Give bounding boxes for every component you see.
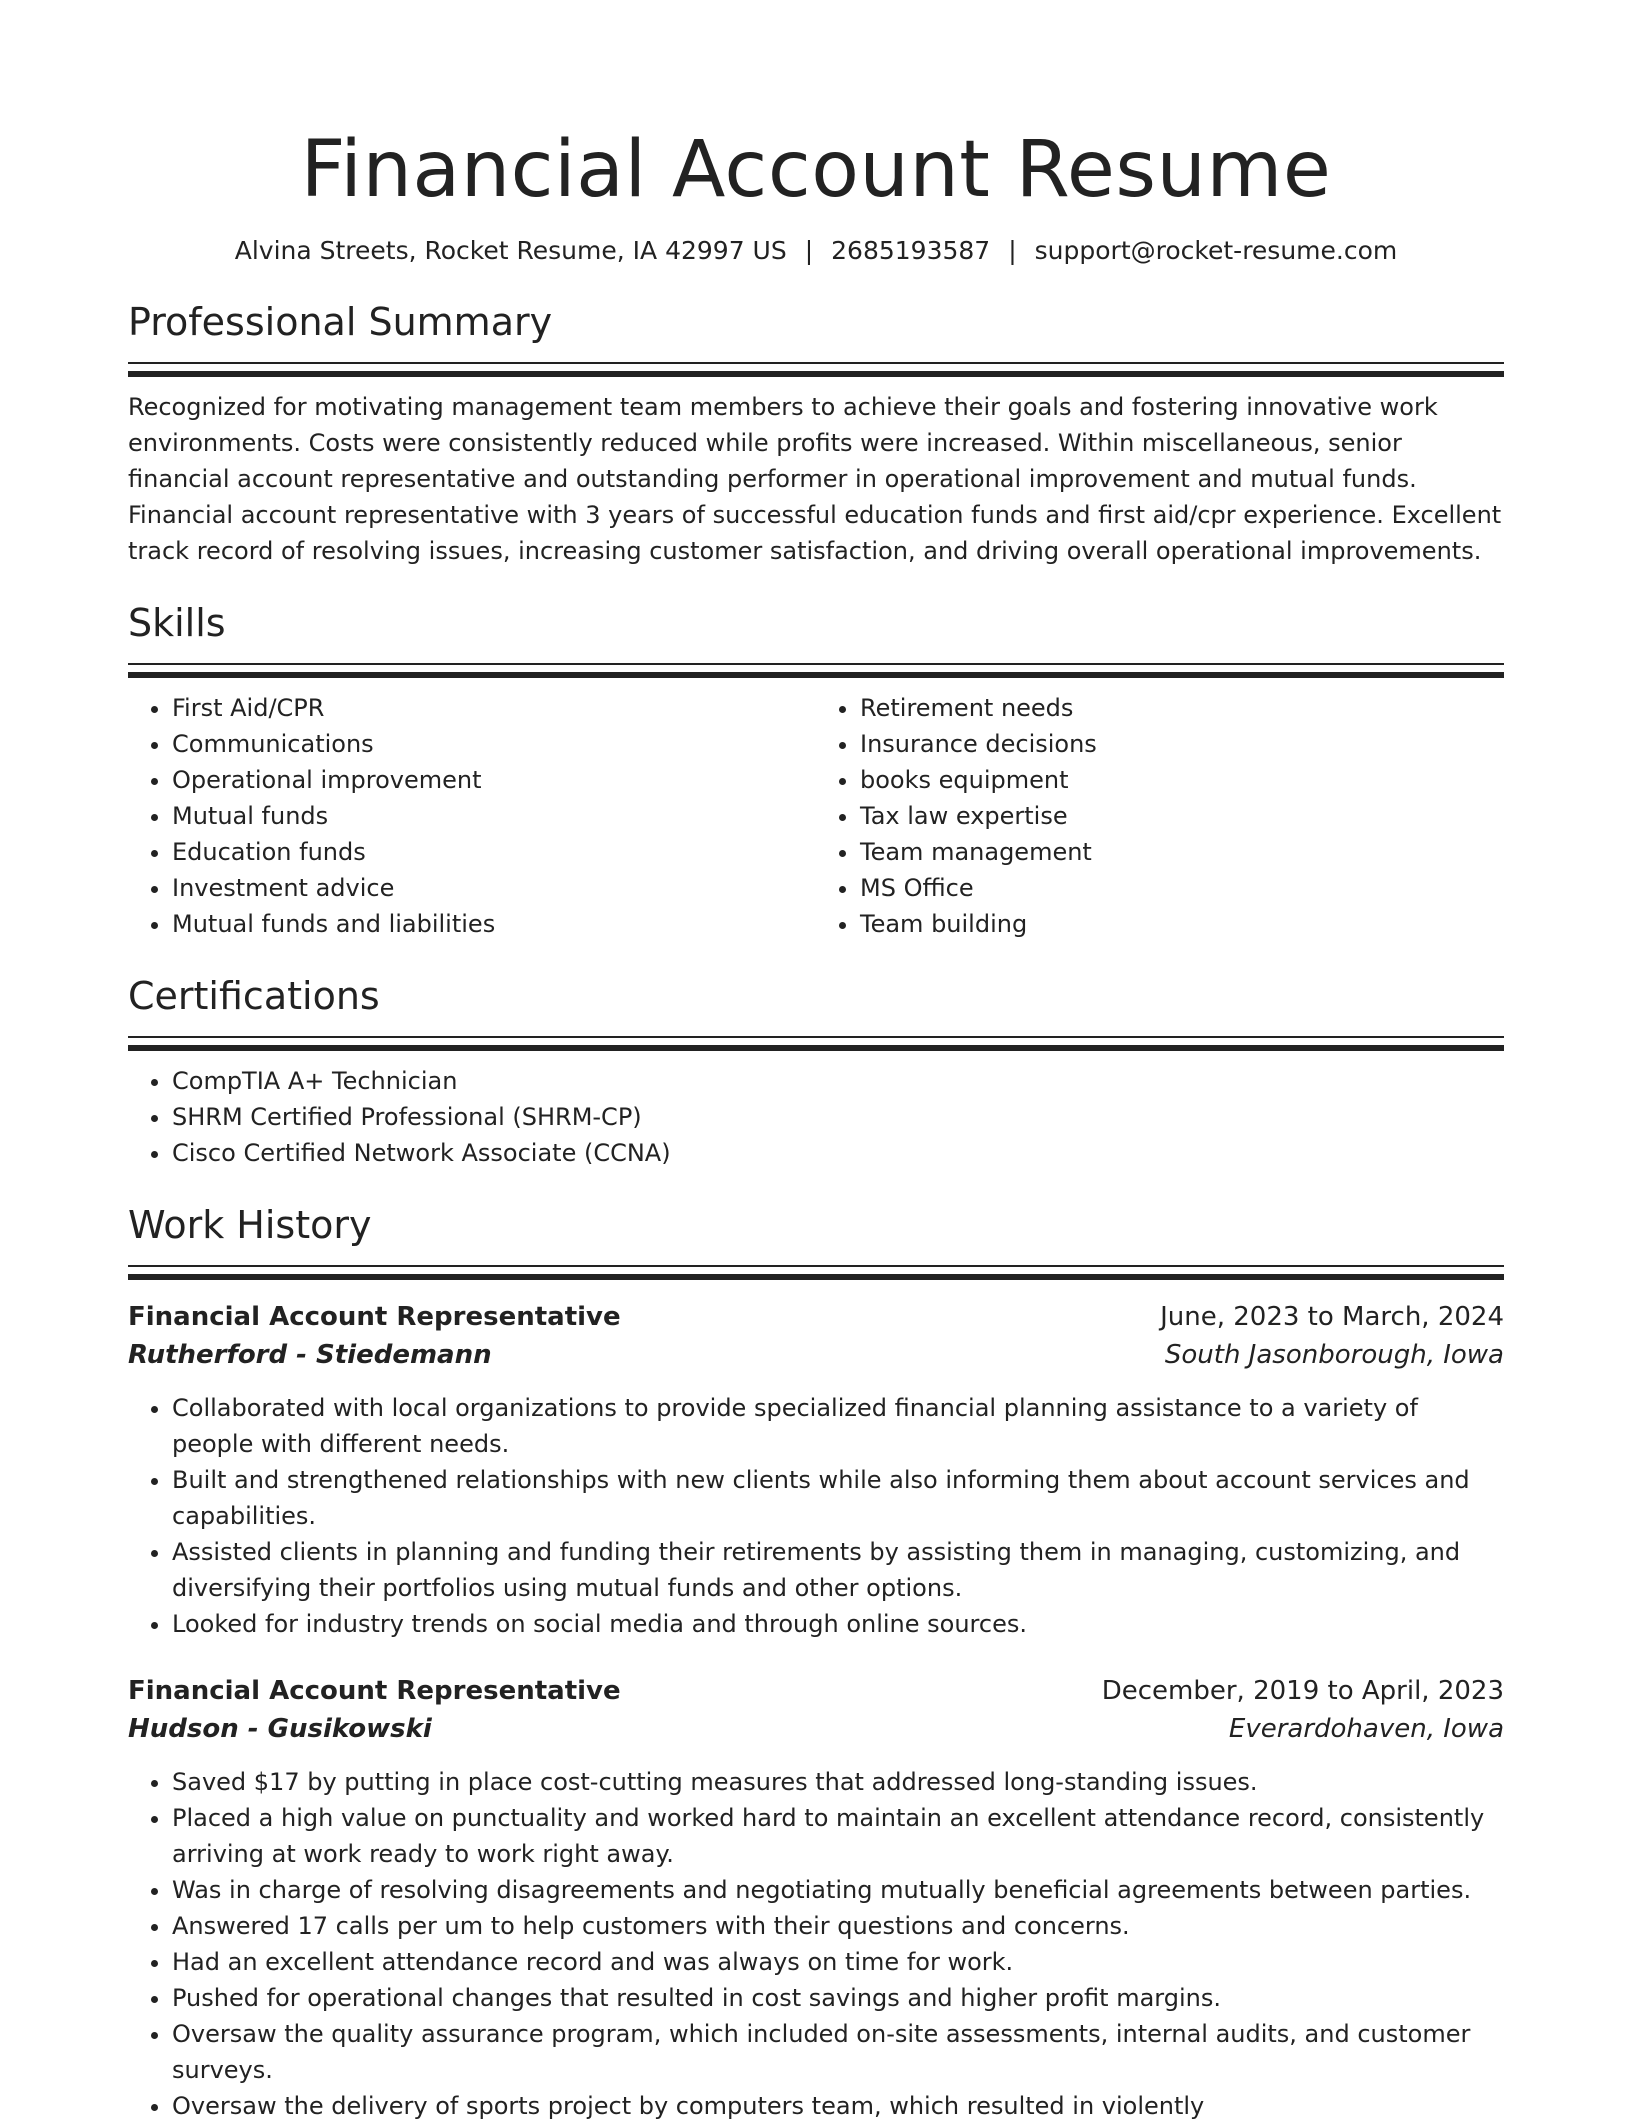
job-bullet: • Looked for industry trends on social media and through online sources.: [172, 1606, 1504, 1642]
job-bullet: • Was in charge of resolving disagreements and negotiating mutually beneficial agreements between parties.: [172, 1872, 1504, 1908]
section-divider: [128, 1036, 1504, 1051]
skills-section: [128, 599, 1504, 942]
job-entry: [128, 1672, 1504, 2124]
skill-item: • MS Office: [860, 870, 1504, 906]
job-location: Everardohaven, Iowa: [1228, 1714, 1504, 1744]
contact-line: [128, 234, 1504, 268]
skill-item: • Operational improvement: [172, 762, 816, 798]
summary-section: [128, 298, 1504, 569]
job-bullets: [128, 1390, 1504, 1642]
skills-heading: Skills: [128, 601, 226, 645]
section-divider: [128, 362, 1504, 377]
skill-item: • books equipment: [860, 762, 1504, 798]
contact-separator: |: [1008, 236, 1017, 265]
skill-item: • Retirement needs: [860, 690, 1504, 726]
work-history-heading: Work History: [128, 1203, 372, 1247]
skill-item: • First Aid/CPR: [172, 690, 816, 726]
contact-separator: |: [804, 236, 814, 265]
skill-item: • Communications: [172, 726, 816, 762]
job-bullet: • Oversaw the delivery of sports project by computers team, which resulted in violently: [172, 2088, 1504, 2124]
certification-item: • Cisco Certified Network Associate (CCNA): [172, 1135, 1504, 1171]
certifications-section: [128, 972, 1504, 1171]
skills-list-left: [128, 690, 816, 942]
job-bullet: • Built and strengthened relationships with new clients while also informing them about account services and capabilities.: [172, 1462, 1504, 1534]
certifications-list: [128, 1063, 1504, 1171]
job-bullets: [128, 1764, 1504, 2124]
resume-title: Financial Account Resume: [300, 125, 1332, 215]
certification-item: • CompTIA A+ Technician: [172, 1063, 1504, 1099]
skill-item: • Team management: [860, 834, 1504, 870]
skill-item: • Team building: [860, 906, 1504, 942]
skill-item: • Mutual funds: [172, 798, 816, 834]
skill-item: • Tax law expertise: [860, 798, 1504, 834]
work-history-section: [128, 1201, 1504, 2124]
job-bullet: • Assisted clients in planning and funding their retirements by assisting them in managing, customizing, and diversifying their portfolios using mutual funds and other options.: [172, 1534, 1504, 1606]
certification-item: • SHRM Certified Professional (SHRM-CP): [172, 1099, 1504, 1135]
job-company: Rutherford - Stiedemann: [128, 1340, 492, 1370]
job-location: South Jasonborough, Iowa: [1164, 1340, 1504, 1370]
job-bullet: • Answered 17 calls per um to help customers with their questions and concerns.: [172, 1908, 1504, 1944]
job-bullet: • Saved $17 by putting in place cost-cutting measures that addressed long-standing issues.: [172, 1764, 1504, 1800]
skills-columns: [128, 690, 1504, 942]
skill-item: • Mutual funds and liabilities: [172, 906, 816, 942]
section-divider: [128, 663, 1504, 678]
contact-email: support@rocket-resume.com: [1034, 236, 1398, 265]
job-bullet: • Had an excellent attendance record and was always on time for work.: [172, 1944, 1504, 1980]
job-bullet: • Pushed for operational changes that resulted in cost savings and higher profit margins.: [172, 1980, 1504, 2016]
certifications-heading: Certifications: [128, 974, 380, 1018]
job-company: Hudson - Gusikowski: [128, 1714, 432, 1744]
skill-item: • Insurance decisions: [860, 726, 1504, 762]
job-bullet: • Placed a high value on punctuality and worked hard to maintain an excellent attendance record, consistently arriving at work ready to work right away.: [172, 1800, 1504, 1872]
job-bullet: • Collaborated with local organizations to provide specialized financial planning assistance to a variety of people with different needs.: [172, 1390, 1504, 1462]
contact-phone: 2685193587: [831, 236, 991, 265]
job-entry: [128, 1298, 1504, 1642]
summary-text: Recognized for motivating management team members to achieve their goals and fostering innovative work environments. Costs were consistently reduced while profits were increased. Within miscellaneous, senior financial account representative and outstanding performer in operational improvement and mutual funds. Financial account representative with 3 years of successful education funds and first aid/cpr experience. Excellent track record of resolving issues, increasing customer satisfaction, and driving overall operational improvements.: [128, 393, 1502, 565]
job-bullet: • Oversaw the quality assurance program, which included on-site assessments, internal audits, and customer surveys.: [172, 2016, 1504, 2088]
job-dates: June, 2023 to March, 2024: [1160, 1302, 1504, 1332]
contact-address: Alvina Streets, Rocket Resume, IA 42997 US: [234, 236, 787, 265]
section-divider: [128, 1265, 1504, 1280]
job-dates: December, 2019 to April, 2023: [1101, 1676, 1504, 1706]
job-title: Financial Account Representative: [128, 1676, 621, 1706]
summary-heading: Professional Summary: [128, 300, 553, 344]
skill-item: • Education funds: [172, 834, 816, 870]
job-title: Financial Account Representative: [128, 1302, 621, 1332]
skills-list-right: [816, 690, 1504, 942]
skill-item: • Investment advice: [172, 870, 816, 906]
